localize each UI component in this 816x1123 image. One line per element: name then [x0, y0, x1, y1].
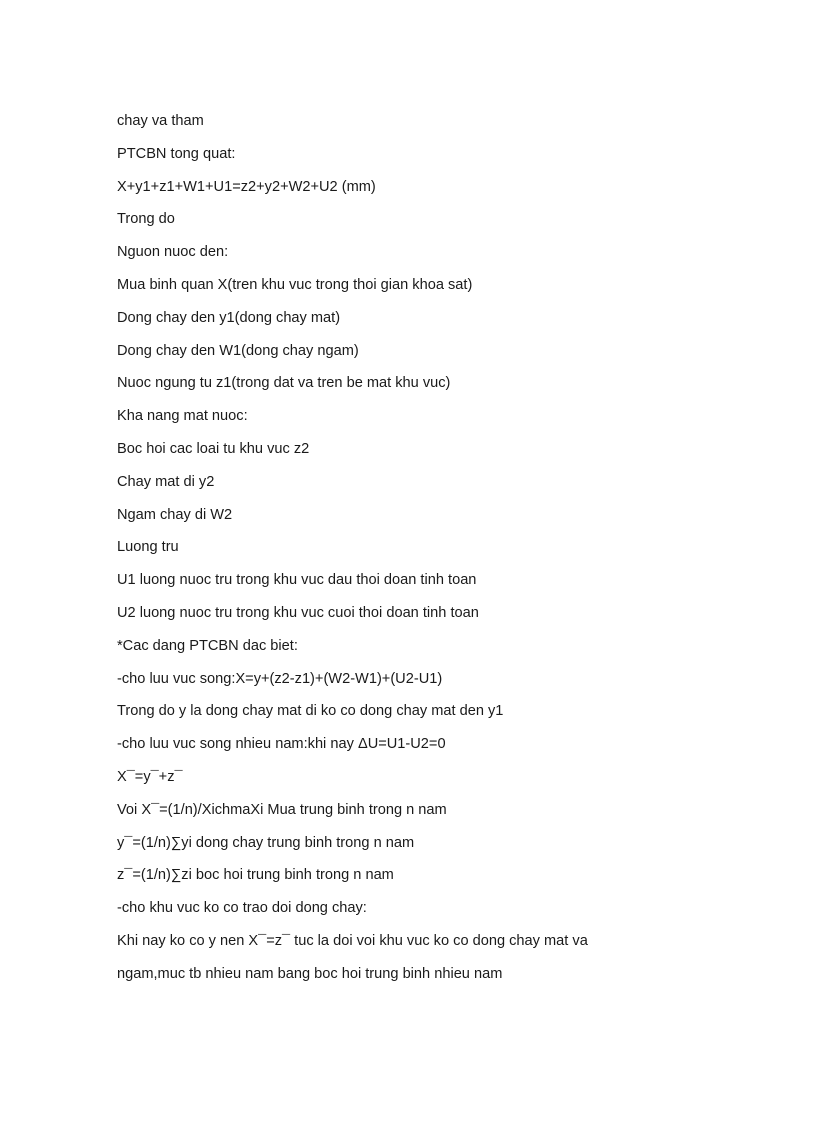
document-body [117, 111, 777, 997]
text-line: Boc hoi cac loai tu khu vuc z2 [117, 440, 310, 457]
text-line: Nguon nuoc den: [117, 244, 229, 261]
text-line: chay va tham [117, 113, 204, 129]
text-line: Chay mat di y2 [117, 473, 215, 490]
text-line: y¯=(1/n)∑yi dong chay trung binh trong n nam [117, 834, 415, 851]
text-line: PTCBN tong quat: [117, 145, 236, 162]
text-line: -cho khu vuc ko co trao doi dong chay: [117, 900, 367, 917]
text-line: z¯=(1/n)∑zi boc hoi trung binh trong n nam [117, 867, 394, 884]
text-line: Mua binh quan X(tren khu vuc trong thoi gian khoa sat) [117, 276, 473, 293]
text-line: Nuoc ngung tu z1(trong dat va tren be mat khu vuc) [117, 375, 451, 392]
text-line: Trong do y la dong chay mat di ko co dong chay mat den y1 [117, 703, 504, 720]
text-line: U2 luong nuoc tru trong khu vuc cuoi thoi doan tinh toan [117, 604, 479, 621]
text-line: Voi X¯=(1/n)/XichmaXi Mua trung binh trong n nam [117, 801, 447, 818]
text-line: Dong chay den W1(dong chay ngam) [117, 342, 359, 359]
text-line: X¯=y¯+z¯ [117, 768, 183, 785]
text-line: X+y1+z1+W1+U1=z2+y2+W2+U2 (mm) [117, 178, 376, 195]
text-line: Khi nay ko co y nen X¯=z¯ tuc la doi voi khu vuc ko co dong chay mat va [117, 932, 588, 949]
text-line: Dong chay den y1(dong chay mat) [117, 309, 341, 326]
text-line: -cho luu vuc song:X=y+(z2-z1)+(W2-W1)+(U2-U1) [117, 670, 443, 687]
text-line: ngam,muc tb nhieu nam bang boc hoi trung binh nhieu nam [117, 965, 503, 982]
text-line: Luong tru [117, 539, 179, 556]
text-line: *Cac dang PTCBN dac biet: [117, 637, 298, 654]
text-line: U1 luong nuoc tru trong khu vuc dau thoi doan tinh toan [117, 572, 477, 589]
text-line: Trong do [117, 211, 175, 228]
text-line: -cho luu vuc song nhieu nam:khi nay ΔU=U1-U2=0 [117, 736, 446, 753]
text-line: Ngam chay di W2 [117, 506, 233, 523]
text-line: Kha nang mat nuoc: [117, 408, 248, 425]
